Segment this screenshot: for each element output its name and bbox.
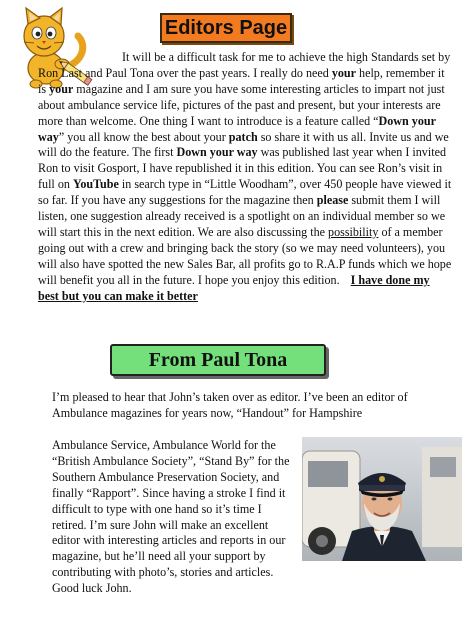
paul-article-intro: I’m pleased to hear that John’s taken over as editor. I’ve been an editor of Ambulance magazines for years now, “Handout” for Hampshire (52, 390, 408, 420)
paul-article-body: Ambulance Service, Ambulance World for the “British Ambulance Society”, “Stand By” for the Southern Ambulance Preservation Society, and finally “Rapport”. Since having a stroke I find it difficult to type with one hand so it’s time I retired. I’m sure John will make an excellent editor with interesting articles and reports in our magazine, but he’ll need all your support by contributing with photo’s, stories and articles. Good luck John. (52, 438, 290, 596)
paul-tona-photo (302, 437, 462, 561)
editors-page-banner (160, 13, 292, 43)
from-paul-tona-title: From Paul Tona (148, 348, 288, 371)
editors-page-title: Editors Page (164, 16, 288, 39)
editors-article-text: It will be a difficult task for me to achieve the high Standards set by Ron Last and Paul Tona over the past years. I really do need your help, remember it is your magazine and I am sure you have some interesting articles to impart not just about ambulance service life, pictures of the past and present, but your interests are more than welcome. One thing I want to introduce is a feature called “Down your way” you all know the best about your patch so share it with us all. Invite us and we will do the feature. The first Down your way was published last year when I invited Ron to visit Gosport, I have republished it in this edition. You can see Ron’s visit in full on YouTube in search type in “Little Woodham”, over 450 people have viewed it so far. If you have any suggestions for the magazine then please submit them I will listen, one suggestion already received is a spotlight on an individual member so we will start this in the next edition. We are also discussing the possibility of a member going out with a crew and bringing back the story (so we may need volunteers), you will also have spotted the new Sales Bar, all profits go to R.A.P funds which we hope will benefit you all in the future. I hope you enjoy this edition. I have done my best but you can make it better (38, 50, 452, 303)
editors-article (38, 50, 453, 305)
editors-closing-line: I have done my best but you can make it better (38, 272, 430, 303)
from-paul-tona-banner (110, 344, 326, 376)
